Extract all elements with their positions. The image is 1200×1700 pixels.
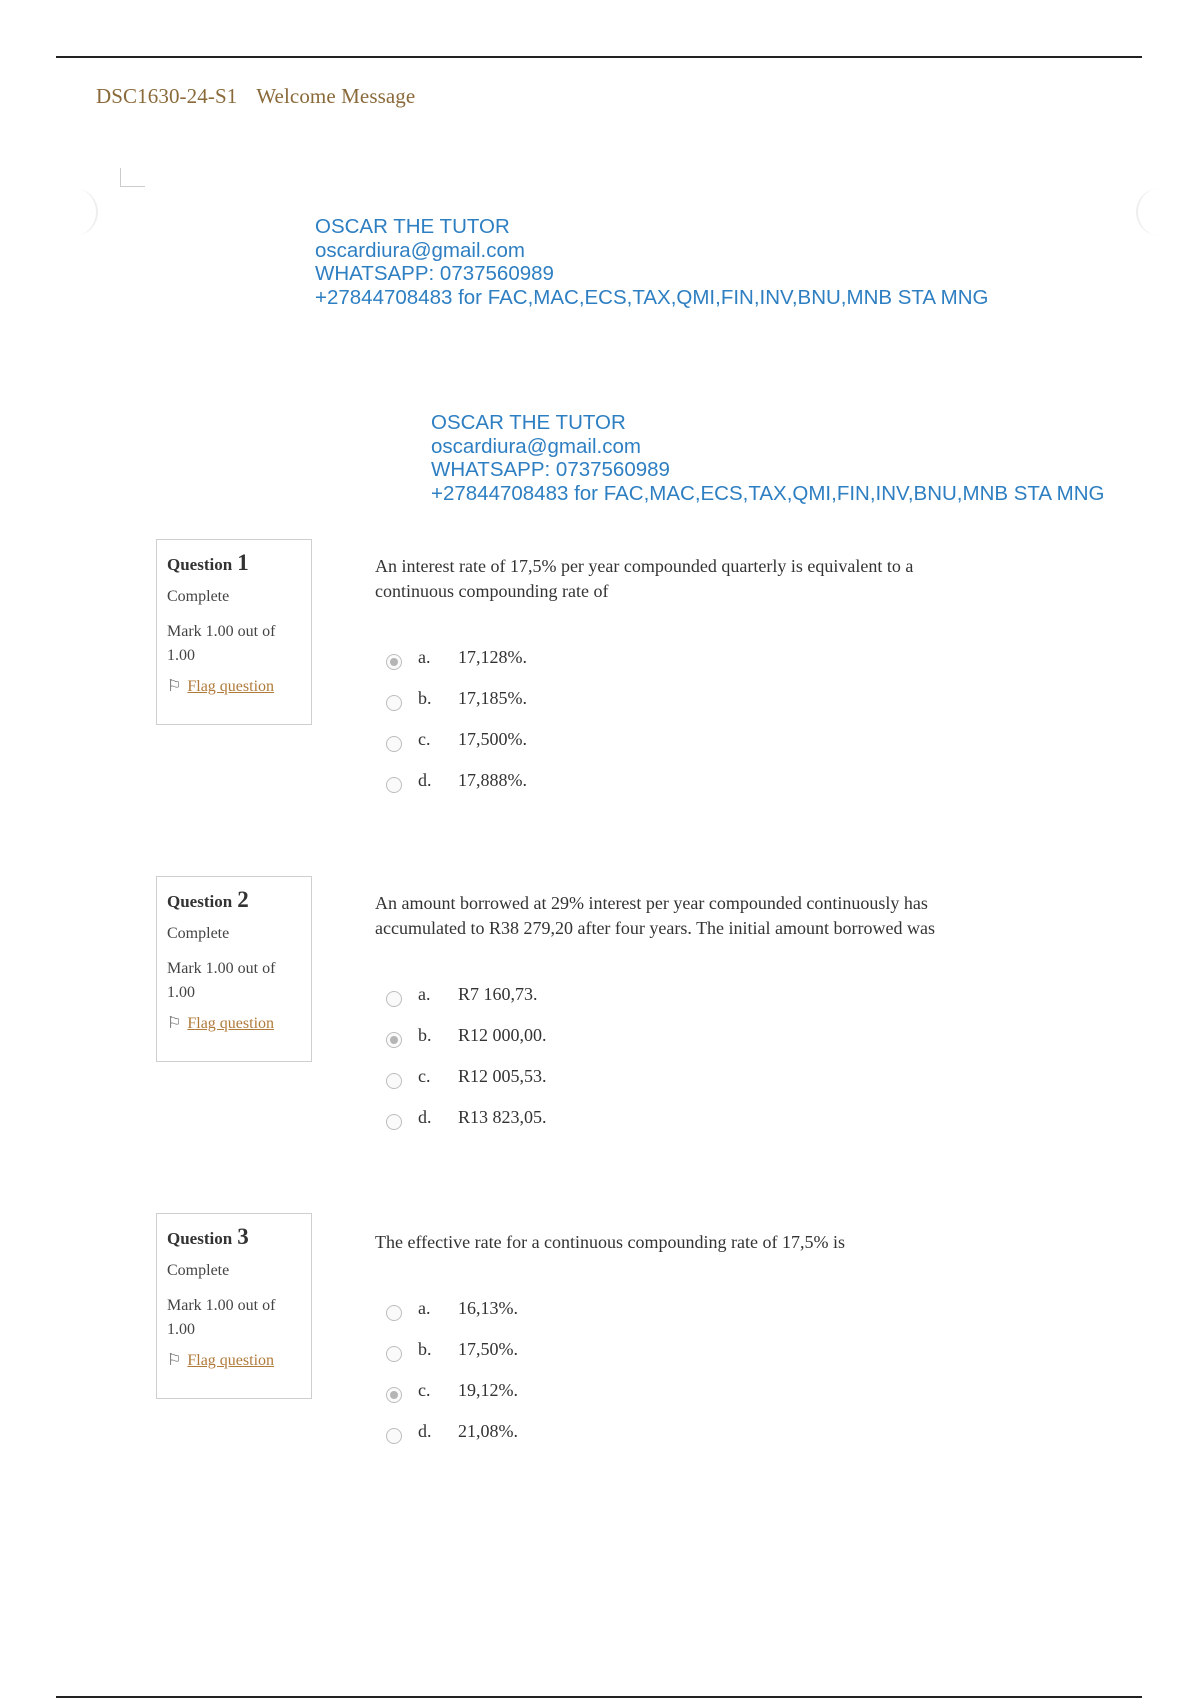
question-mark: Mark 1.00 out of 1.00	[167, 623, 276, 664]
tutor-whatsapp: WHATSAPP: 0737560989	[315, 262, 554, 285]
question-number	[167, 887, 301, 913]
question-num: 1	[237, 550, 249, 575]
question-state: Complete	[167, 1262, 230, 1279]
answer-value: 17,128%.	[458, 647, 527, 667]
answer-value: 17,50%.	[458, 1339, 518, 1359]
answer-letter: b.	[418, 1025, 432, 1045]
answer-letter: a.	[418, 647, 431, 667]
answer-letter: a.	[418, 984, 431, 1004]
answer-value: R13 823,05.	[458, 1107, 547, 1127]
radio-button[interactable]	[386, 1114, 402, 1130]
flag-question-link[interactable]	[167, 1352, 301, 1370]
bottom-rule	[56, 1696, 1142, 1698]
radio-button[interactable]	[386, 1073, 402, 1089]
flag-icon: ⚐	[167, 678, 182, 695]
tutor-name: OSCAR THE TUTOR	[431, 411, 626, 434]
answer-value: 17,500%.	[458, 729, 527, 749]
answer-value: 19,12%.	[458, 1380, 518, 1400]
question-label: Question	[167, 555, 233, 574]
answer-value: R12 000,00.	[458, 1025, 547, 1045]
flag-question-link[interactable]	[167, 1015, 301, 1033]
radio-button[interactable]	[386, 1032, 402, 1048]
answer-letter: d.	[418, 1107, 432, 1127]
breadcrumb	[96, 84, 429, 109]
answer-option[interactable]	[386, 974, 547, 1015]
question-state: Complete	[167, 925, 230, 942]
tutor-phone: +27844708483 for FAC,MAC,ECS,TAX,QMI,FIN,INV,BNU,MNB STA MNG	[315, 285, 989, 309]
flag-question-link[interactable]	[167, 678, 301, 696]
tutor-phone: +27844708483 for FAC,MAC,ECS,TAX,QMI,FIN,INV,BNU,MNB STA MNG	[431, 481, 1105, 505]
question-info-2	[156, 876, 312, 1062]
tutor-whatsapp: WHATSAPP: 0737560989	[431, 458, 670, 481]
answer-option[interactable]	[386, 1370, 518, 1411]
answer-option[interactable]	[386, 1097, 547, 1138]
flag-icon: ⚐	[167, 1352, 182, 1369]
edge-arc-right	[1136, 188, 1178, 236]
question-info-1	[156, 539, 312, 725]
tutor-name: OSCAR THE TUTOR	[315, 215, 510, 238]
question-info-3	[156, 1213, 312, 1399]
answer-option[interactable]	[386, 1411, 518, 1452]
answer-option[interactable]	[386, 1329, 518, 1370]
answer-letter: a.	[418, 1298, 431, 1318]
answer-letter: c.	[418, 729, 431, 749]
answer-list-1	[386, 637, 527, 801]
answer-value: 17,888%.	[458, 770, 527, 790]
radio-button[interactable]	[386, 654, 402, 670]
flag-icon: ⚐	[167, 1015, 182, 1032]
question-num: 3	[237, 1224, 249, 1249]
answer-option[interactable]	[386, 719, 527, 760]
answer-list-2	[386, 974, 547, 1138]
radio-button[interactable]	[386, 991, 402, 1007]
radio-button[interactable]	[386, 1387, 402, 1403]
answer-letter: c.	[418, 1380, 431, 1400]
question-text-1: An interest rate of 17,5% per year compounded quarterly is equivalent to a continuous compounding rate of	[375, 556, 914, 601]
answer-value: R7 160,73.	[458, 984, 538, 1004]
answer-option[interactable]	[386, 1056, 547, 1097]
question-number	[167, 550, 301, 576]
tutor-email: oscardiura@gmail.com	[315, 238, 525, 262]
flag-question-label[interactable]: Flag question	[187, 1352, 275, 1369]
answer-value: 17,185%.	[458, 688, 527, 708]
tutor-watermark-2	[431, 411, 1105, 505]
top-rule	[56, 56, 1142, 58]
question-number	[167, 1224, 301, 1250]
answer-option[interactable]	[386, 760, 527, 801]
question-num: 2	[237, 887, 249, 912]
tutor-watermark-1	[315, 215, 989, 309]
answer-option[interactable]	[386, 678, 527, 719]
breadcrumb-page-title[interactable]: Welcome Message	[256, 84, 416, 108]
answer-value: R12 005,53.	[458, 1066, 547, 1086]
tutor-email: oscardiura@gmail.com	[431, 434, 641, 458]
radio-button[interactable]	[386, 1305, 402, 1321]
question-text-3: The effective rate for a continuous compounding rate of 17,5% is	[375, 1232, 846, 1252]
radio-button[interactable]	[386, 1346, 402, 1362]
radio-button[interactable]	[386, 1428, 402, 1444]
answer-option[interactable]	[386, 637, 527, 678]
breadcrumb-course-link[interactable]: DSC1630-24-S1	[96, 84, 238, 108]
question-state: Complete	[167, 588, 230, 605]
question-mark: Mark 1.00 out of 1.00	[167, 960, 276, 1001]
answer-letter: b.	[418, 1339, 432, 1359]
edge-arc-left	[56, 188, 98, 236]
radio-button[interactable]	[386, 736, 402, 752]
radio-button[interactable]	[386, 777, 402, 793]
answer-value: 21,08%.	[458, 1421, 518, 1441]
question-mark: Mark 1.00 out of 1.00	[167, 1297, 276, 1338]
answer-letter: b.	[418, 688, 432, 708]
question-label: Question	[167, 1229, 233, 1248]
flag-question-label[interactable]: Flag question	[187, 1015, 275, 1032]
answer-letter: d.	[418, 1421, 432, 1441]
corner-mark	[120, 168, 145, 187]
flag-question-label[interactable]: Flag question	[187, 678, 275, 695]
answer-list-3	[386, 1288, 518, 1452]
answer-letter: c.	[418, 1066, 431, 1086]
answer-letter: d.	[418, 770, 432, 790]
question-label: Question	[167, 892, 233, 911]
answer-option[interactable]	[386, 1015, 547, 1056]
answer-value: 16,13%.	[458, 1298, 518, 1318]
answer-option[interactable]	[386, 1288, 518, 1329]
question-text-2: An amount borrowed at 29% interest per year compounded continuously has accumulated to R38 279,20 after four years. The initial amount borrowed was	[375, 893, 936, 938]
radio-button[interactable]	[386, 695, 402, 711]
